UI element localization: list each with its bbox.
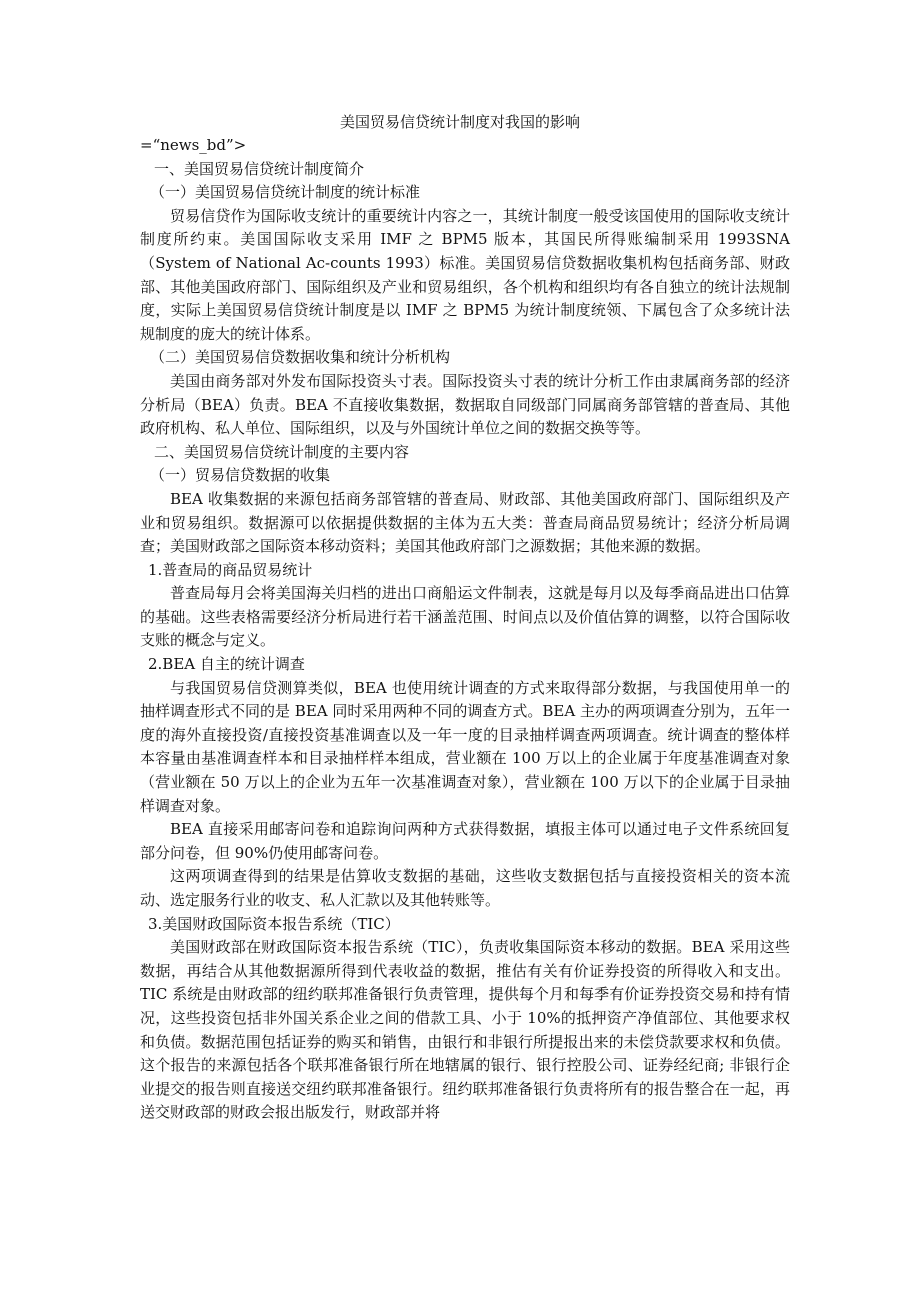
paragraph: 贸易信贷作为国际收支统计的重要统计内容之一，其统计制度一般受该国使用的国际收支统计制度所约束。美国国际收支采用 IMF 之 BPM5 版本，其国民所得账编制采用 1993SNA（System of National Ac‐counts 1993）标准。美国贸易信贷数据收集机构包括商务部、财政部、其他美国政府部门、国际组织及产业和贸易组织，各个机构和组织均有各自独立的统计法规制度，实际上美国贸易信贷统计制度是以 IMF 之 BPM5 为统计制度统领、下属包含了众多统计法规制度的庞大的统计体系。 bbox=[140, 206, 790, 343]
document-title: 美国贸易信贷统计制度对我国的影响 bbox=[339, 113, 580, 131]
paragraph: 普查局每月会将美国海关归档的进出口商船运文件制表，这就是每月以及每季商品进出口估算的基础。这些表格需要经济分析局进行若干涵盖范围、时间点以及价值估算的调整，以符合国际收支账的概念与定义。 bbox=[140, 584, 790, 650]
document-body bbox=[140, 134, 790, 1125]
item-heading: 3.美国财政国际资本报告系统（TIC） bbox=[148, 914, 400, 933]
item-heading: 1.普查局的商品贸易统计 bbox=[148, 560, 313, 579]
paragraph: 美国财政部在财政国际资本报告系统（TIC），负责收集国际资本移动的数据。BEA 采用这些数据，再结合从其他数据源所得到代表收益的数据，推估有关有价证券投资的所得收入和支出。TIC 系统是由财政部的纽约联邦准备银行负责管理，提供每个月和每季有价证券投资交易和持有情况，这些投资包括非外国关系企业之间的借款工具、小于 10%的抵押资产净值部位、其他要求权和负债。数据范围包括证券的购买和销售，由银行和非银行所提报出来的未偿贷款要求权和负债。这个报告的来源包括各个联邦准备银行所在地辖属的银行、银行控股公司、证券经纪商; 非银行企业提交的报告则直接送交纽约联邦准备银行。纽约联邦准备银行负责将所有的报告整合在一起，再送交财政部的财政会报出版发行，财政部并将 bbox=[140, 938, 790, 1122]
subsection-heading: （一）美国贸易信贷统计制度的统计标准 bbox=[150, 183, 421, 202]
code-fragment: =“news_bd”> bbox=[140, 136, 247, 154]
paragraph: BEA 收集数据的来源包括商务部管辖的普查局、财政部、其他美国政府部门、国际组织及产业和贸易组织。数据源可以依据提供数据的主体为五大类：普查局商品贸易统计；经济分析局调查；美国财政部之国际资本移动资料；美国其他政府部门之源数据；其他来源的数据。 bbox=[140, 489, 790, 556]
subsection-heading: （一）贸易信贷数据的收集 bbox=[150, 466, 331, 485]
section-heading: 二、美国贸易信贷统计制度的主要内容 bbox=[154, 442, 410, 461]
paragraph: 美国由商务部对外发布国际投资头寸表。国际投资头寸表的统计分析工作由隶属商务部的经济分析局（BEA）负责。BEA 不直接收集数据，数据取自同级部门同属商务部管辖的普查局、其他政府机构、私人单位、国际组织，以及与外国统计单位之间的数据交换等等。 bbox=[140, 371, 790, 438]
subsection-heading: （二）美国贸易信贷数据收集和统计分析机构 bbox=[150, 348, 451, 367]
section-heading: 一、美国贸易信贷统计制度简介 bbox=[154, 159, 365, 178]
paragraph: 与我国贸易信贷测算类似，BEA 也使用统计调查的方式来取得部分数据，与我国使用单一的抽样调查形式不同的是 BEA 同时采用两种不同的调查方式。BEA 主办的两项调查分别为，五年一度的海外直接投资/直接投资基准调查以及一年一度的目录抽样调查两项调查。统计调查的整体样本容量由基准调查样本和目录抽样样本组成，营业额在 100 万以上的企业属于年度基准调查对象（营业额在 50 万以上的企业为五年一次基准调查对象），营业额在 100 万以下的企业属于目录抽样调查对象。 bbox=[140, 678, 790, 815]
item-heading: 2.BEA 自主的统计调查 bbox=[148, 655, 305, 674]
paragraph: 这两项调查得到的结果是估算收支数据的基础，这些收支数据包括与直接投资相关的资本流动、选定服务行业的收支、私人汇款以及其他转账等。 bbox=[140, 867, 790, 909]
paragraph: BEA 直接采用邮寄问卷和追踪询问两种方式获得数据，填报主体可以通过电子文件系统回复部分问卷，但 90%仍使用邮寄问卷。 bbox=[140, 820, 790, 862]
